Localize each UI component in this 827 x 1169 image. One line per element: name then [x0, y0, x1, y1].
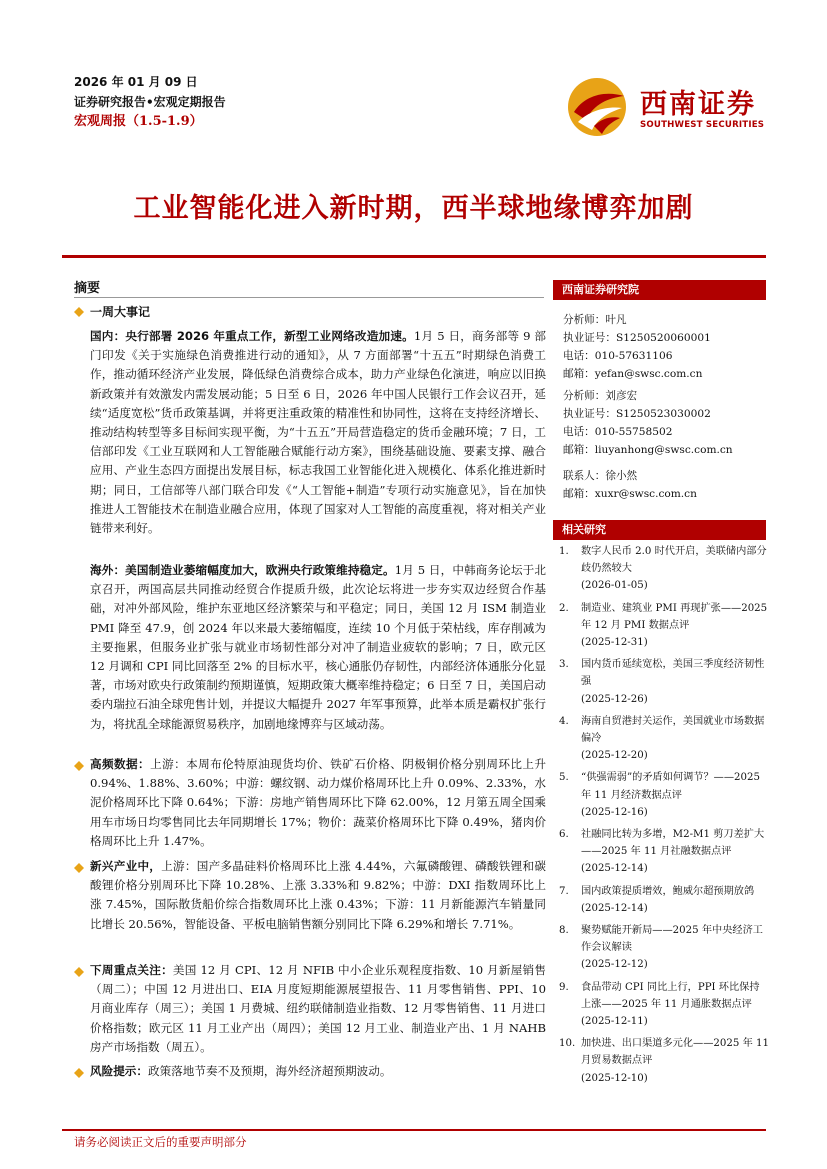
related-item-number: 10.: [559, 1038, 576, 1050]
next-week-lead: 下周重点关注：: [90, 963, 173, 977]
analyst-1-role: 分析师：叶凡: [563, 314, 627, 326]
related-item[interactable]: [559, 543, 769, 595]
related-item-date: (2025-12-16): [581, 806, 648, 818]
related-item[interactable]: [559, 713, 769, 765]
report-type: 证券研究报告•宏观定期报告: [74, 95, 226, 109]
related-item[interactable]: [559, 656, 769, 708]
overseas-paragraph: [90, 561, 546, 755]
high-frequency-lead: 高频数据：: [90, 757, 151, 771]
abstract-divider: [74, 297, 544, 298]
related-item-number: 5.: [559, 772, 569, 784]
contact-email[interactable]: 邮箱：xuxr@swsc.com.cn: [563, 488, 697, 500]
high-frequency-body: 上游：本周布伦特原油现货均价、铁矿石价格、阴极铜价格分别周环比上升 0.94%、1.88%、3.60%；中游：螺纹钢、动力煤价格周环比上升 0.09%、2.33%，水泥价格周环比下降 0.64%；下游：房地产销售周环比下降 62.00%，12 月第五周全国乘用车市场日均零售同比去年同期增长 17%；物价：蔬菜价格周环比下降 0.49%，猪肉价格周环比上升 1.47%。: [90, 757, 546, 848]
analyst-2-cert: 执业证号：S1250523030002: [563, 408, 711, 420]
related-item-date: (2025-12-20): [581, 750, 648, 762]
analyst-2-phone: 电话：010-55758502: [563, 426, 673, 438]
company-logo: [564, 76, 769, 138]
week-events-heading: 一周大事记: [90, 305, 151, 319]
emerging-industry-lead: 新兴产业中，: [90, 859, 162, 873]
analyst-2-role: 分析师：刘彦宏: [563, 390, 638, 402]
related-item-title: 制造业、建筑业 PMI 再现扩张——2025 年 12 月 PMI 数据点评: [581, 602, 768, 631]
related-item-date: (2026-01-05): [581, 580, 648, 592]
next-week-body: 美国 12 月 CPI、12 月 NFIB 中小企业乐观程度指数、10 月新屋销售（周二）；中国 12 月进出口、EIA 月度短期能源展望报告、11 月零售销售、PPI、10 月商业库存（周三）；美国 1 月费城、纽约联储制造业指数、12 月零售销售、11 月进口价格指数；欧元区 11 月工业产出（周四）；美国 12 月工业、制造业产出、1 月 NAHB 房产市场指数（周五）。: [90, 963, 546, 1054]
related-item-title: 数字人民币 2.0 时代开启，美联储内部分歧仍然较大: [581, 546, 767, 575]
footer-divider: [62, 1129, 766, 1131]
related-item-title: “供强需弱”的矛盾如何调节？——2025 年 11 月经济数据点评: [581, 772, 760, 801]
related-item-number: 3.: [559, 659, 569, 671]
related-item[interactable]: [559, 769, 769, 821]
domestic-paragraph: [90, 327, 546, 577]
risk-body: 政策落地节奏不及预期，海外经济超预期波动。: [147, 1064, 392, 1078]
report-subtitle: 宏观周报（1.5-1.9）: [74, 114, 203, 129]
emerging-industry-body: 上游：国产多晶硅料价格周环比上涨 4.44%，六氟磷酸锂、磷酸铁锂和碳酸锂价格分别周环比下降 10.28%、上涨 3.33%和 9.82%；中游：DXI 指数周环比上涨 7.45%，国际散货船价综合指数周环比上涨 0.43%；下游：11 月新能源汽车销量同比增长 20.56%，智能设备、平板电脑销售额分别同比下降 6.29%和增长 7.71%。: [90, 859, 546, 931]
related-item[interactable]: [559, 979, 769, 1031]
related-item-title: 社融同比转为多增，M2-M1 剪刀差扩大——2025 年 11 月社融数据点评: [581, 829, 765, 858]
related-item-date: (2025-12-10): [581, 1072, 648, 1084]
related-item-number: 7.: [559, 885, 569, 897]
related-item[interactable]: [559, 883, 769, 917]
related-item-date: (2025-12-14): [581, 902, 648, 914]
domestic-lead: 国内：央行部署 2026 年重点工作，新型工业网络改造加速。: [90, 329, 414, 343]
report-header: [74, 73, 226, 132]
logo-name-cn: 西南证券: [640, 89, 756, 120]
related-item-date: (2025-12-14): [581, 863, 648, 875]
related-item-title: 国内政策提质增效，鲍威尔超预期放鸽: [581, 885, 755, 897]
related-item-title: 国内货币延续宽松，美国三季度经济韧性强: [581, 659, 765, 688]
diamond-bullet-icon: [74, 307, 84, 317]
related-item-title: 食品带动 CPI 同比上行，PPI 环比保持上涨——2025 年 11 月通胀数据点评: [581, 981, 760, 1010]
related-item-date: (2025-12-31): [581, 637, 648, 649]
related-item-number: 9.: [559, 981, 569, 993]
swsc-logo-icon: [564, 76, 630, 138]
related-item[interactable]: [559, 1035, 769, 1087]
related-item[interactable]: [559, 922, 769, 974]
diamond-bullet-icon: [74, 1068, 84, 1078]
related-item-date: (2025-12-26): [581, 693, 648, 705]
related-item-date: (2025-12-12): [581, 959, 648, 971]
analyst-2: [563, 387, 733, 459]
related-item-number: 4.: [559, 715, 569, 727]
related-item-date: (2025-12-11): [581, 1016, 648, 1028]
contact-person: [563, 467, 697, 503]
analyst-1-cert: 执业证号：S1250520060001: [563, 332, 711, 344]
diamond-bullet-icon: [74, 967, 84, 977]
analyst-1-email[interactable]: 邮箱：yefan@swsc.com.cn: [563, 368, 703, 380]
related-item[interactable]: [559, 826, 769, 878]
contact-role: 联系人：徐小然: [563, 470, 638, 482]
related-item-number: 1.: [559, 546, 569, 557]
report-title: 工业智能化进入新时期，西半球地缘博弈加剧: [133, 193, 694, 224]
analyst-1-phone: 电话：010-57631106: [563, 350, 673, 362]
footer-disclaimer[interactable]: 请务必阅读正文后的重要声明部分: [74, 1135, 247, 1149]
related-research-list: [559, 543, 769, 1092]
related-research-heading: 相关研究: [553, 520, 766, 540]
domestic-body: 1月 5 日，商务部等 9 部门印发《关于实施绿色消费推进行动的通知》，从 7 方面部署“十五五”时期绿色消费工作，推动循环经济产业发展，降低绿色消费综合成本，助力产业绿色化演进，响应以旧换新政策并有效激发内需发展动能；5 日至 6 日，2026 年中国人民银行工作会议召开，延续“适度宽松”货币政策基调，并将更注重政策的精准性和协同性，这将在支持经济增长、推动结构转型等多目标间实现平衡，为“十五五”开局营造稳定的货币金融环境；7 日，工信部印发《工业互联网和人工智能融合赋能行动方案》，围绕基础设施、要素支撑、融合应用、产业生态四方面提出发展目标，标志我国工业智能化进入规模化、体系化推进新时期；同日，工信部等八部门联合印发《“人工智能+制造”专项行动实施意见》，旨在加快推进人工智能技术在制造业融合应用，体现了国家对人工智能的高度重视，将对相关产业链带来利好。: [90, 329, 546, 536]
report-date: 2026 年 01 月 09 日: [74, 75, 198, 89]
related-item[interactable]: [559, 600, 769, 652]
abstract-heading: 摘要: [74, 281, 101, 296]
title-divider: [62, 255, 766, 258]
related-item-title: 加快进、出口渠道多元化——2025 年 11 月贸易数据点评: [581, 1038, 769, 1067]
emerging-industry-paragraph: [90, 857, 546, 953]
related-item-title: 聚势赋能开新局——2025 年中央经济工作会议解读: [581, 925, 763, 954]
related-item-number: 6.: [559, 829, 569, 841]
diamond-bullet-icon: [74, 863, 84, 873]
related-item-number: 2.: [559, 602, 569, 614]
related-item-number: 8.: [559, 925, 569, 937]
risk-paragraph: [90, 1062, 546, 1082]
next-week-paragraph: [90, 961, 546, 1057]
analyst-2-email[interactable]: 邮箱：liuyanhong@swsc.com.cn: [563, 444, 733, 456]
overseas-lead: 海外：美国制造业萎缩幅度加大，欧洲央行政策维持稳定。: [90, 563, 395, 577]
risk-lead: 风险提示：: [90, 1064, 148, 1078]
logo-name-en: SOUTHWEST SECURITIES: [640, 120, 765, 130]
related-item-title: 海南自贸港封关运作，美国就业市场数据偏冷: [581, 715, 765, 745]
institute-heading: 西南证券研究院: [553, 280, 766, 300]
diamond-bullet-icon: [74, 761, 84, 771]
overseas-body: 1月 5 日，中韩商务论坛于北京召开，两国高层共同推动经贸合作提质升级，此次论坛将进一步夯实双边经贸合作基础，对冲外部风险，维护东亚地区经济繁荣与和平稳定；同日，美国 12 月 ISM 制造业 PMI 降至 47.9，创 2024 年以来最大萎缩幅度，连续 10 个月低于荣枯线，库存削减为主要拖累，但服务业扩张与就业市场韧性部分对冲了制造业疲软的影响；7 日，欧元区 12 月调和 CPI 同比回落至 2% 的目标水平，核心通胀仍存韧性，内部经济体通胀分化显著，市场对欧央行政策制约预期谨慎，短期政策大概率维持稳定；6 日至 7 日，美国启动委内瑞拉石油全球兜售计划，并提议大幅提升 2027 年军事预算，此举本质是霸权扩张行为，将扰乱全球能源贸易秩序，加剧地缘博弈与区域动荡。: [90, 563, 546, 731]
analyst-1: [563, 311, 711, 383]
high-frequency-paragraph: [90, 755, 546, 851]
